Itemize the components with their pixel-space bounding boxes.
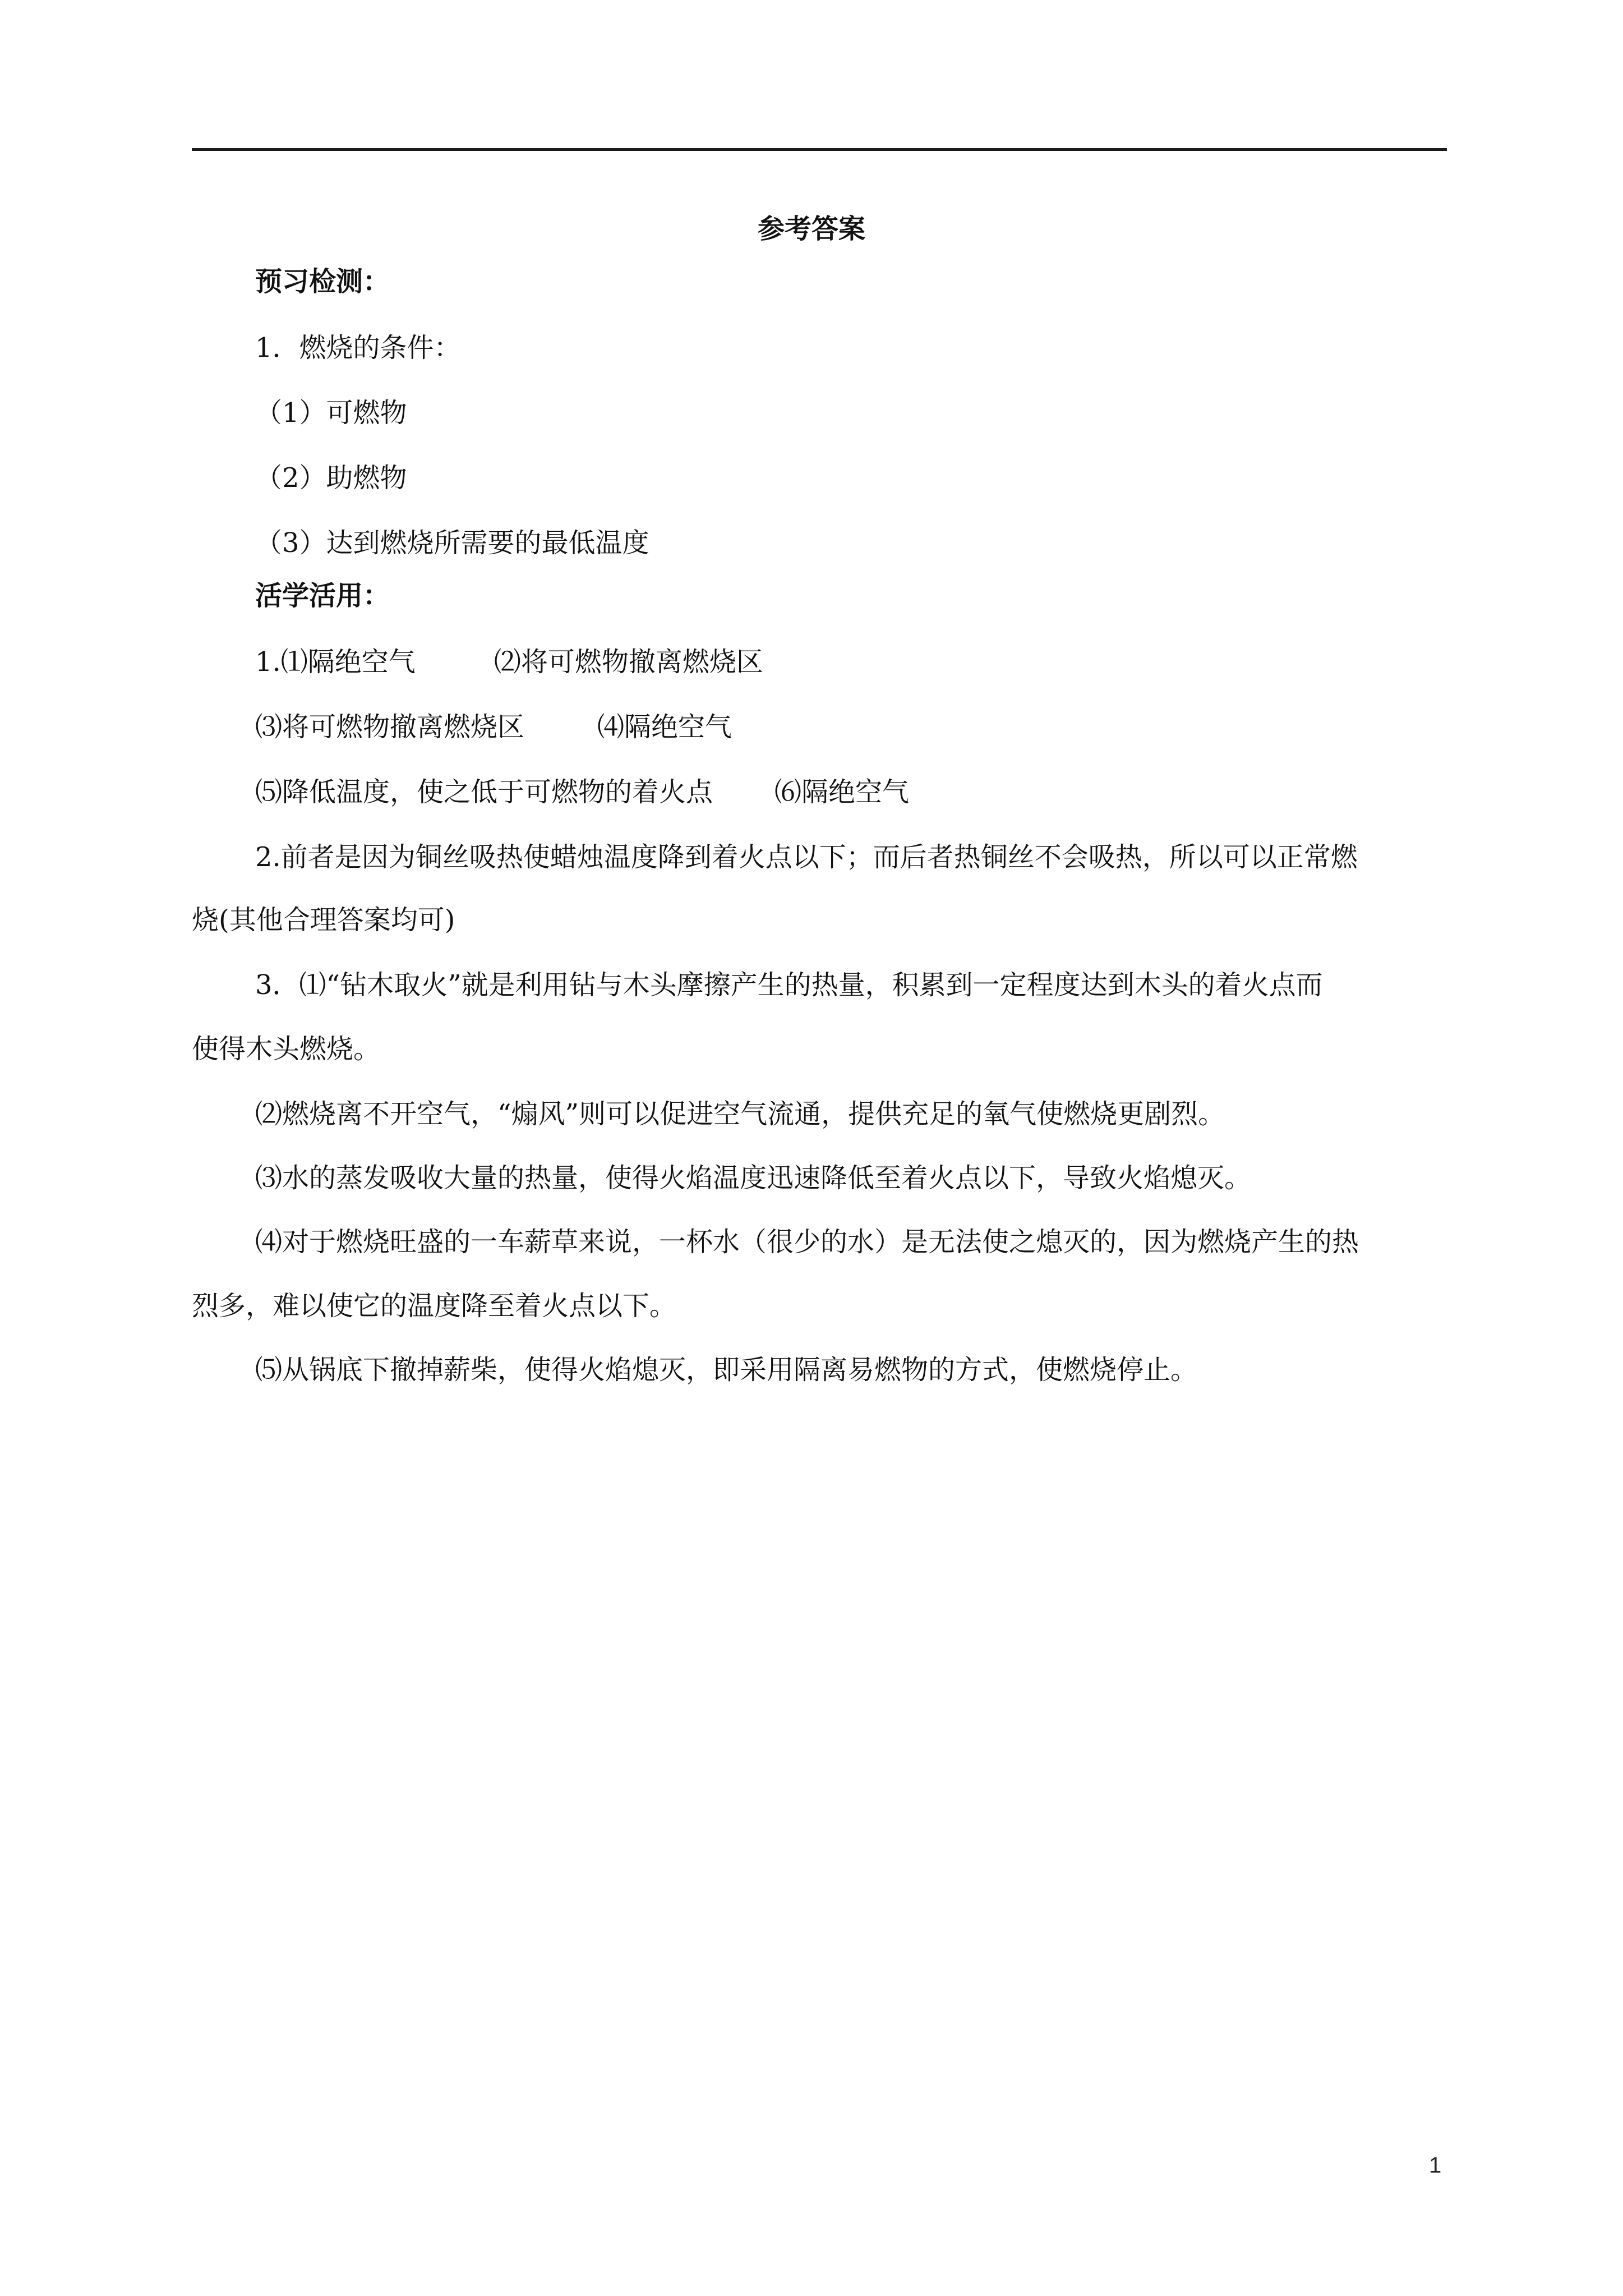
q3-paragraph-1-line-2: 使得木头燃烧。 — [192, 1033, 381, 1065]
header-rule — [192, 148, 1447, 151]
q1-answer-6: ⑹隔绝空气 — [774, 776, 910, 808]
q1-answer-2: ⑵将可燃物撤离燃烧区 — [494, 646, 763, 678]
q1-row-3 — [255, 770, 909, 815]
condition-3: （3）达到燃烧所需要的最低温度 — [255, 527, 649, 559]
q3-paragraph-1-line-1: 3．⑴“钻木取火”就是利用钻与木头摩擦产生的热量，积累到一定程度达到木头的着火点而 — [255, 969, 1323, 1001]
q3-paragraph-3: ⑶水的蒸发吸收大量的热量，使得火焰温度迅速降低至着火点以下，导致火焰熄灭。 — [255, 1162, 1252, 1194]
q1-answer-4: ⑷隔绝空气 — [597, 711, 732, 743]
page-number: 1 — [1429, 2153, 1442, 2178]
q1-answer-1: 1.⑴隔绝空气 — [255, 646, 416, 678]
preview-heading: 预习检测： — [255, 266, 390, 297]
page-title: 参考答案 — [757, 213, 865, 245]
condition-1: （1）可燃物 — [255, 397, 407, 429]
q3-paragraph-4-line-1: ⑷对于燃烧旺盛的一车薪草来说，一杯水（很少的水）是无法使之熄灭的，因为燃烧产生的热 — [255, 1226, 1359, 1258]
practice-heading: 活学活用： — [255, 580, 390, 611]
q1-row-2 — [255, 705, 732, 749]
condition-2: （2）助燃物 — [255, 462, 407, 494]
preview-item-1: 1．燃烧的条件： — [255, 332, 461, 364]
q1-row-1 — [255, 639, 763, 684]
q1-answer-5: ⑸降低温度，使之低于可燃物的着火点 — [255, 776, 713, 808]
q2-line-1: 2.前者是因为铜丝吸热使蜡烛温度降到着火点以下；而后者热铜丝不会吸热，所以可以正常燃 — [255, 841, 1358, 873]
q3-paragraph-2: ⑵燃烧离不开空气，“煽风”则可以促进空气流通，提供充足的氧气使燃烧更剧烈。 — [255, 1098, 1225, 1130]
q3-paragraph-5: ⑸从锅底下撤掉薪柴，使得火焰熄灭，即采用隔离易燃物的方式，使燃烧停止。 — [255, 1354, 1198, 1386]
q3-paragraph-4-line-2: 烈多，难以使它的温度降至着火点以下。 — [192, 1290, 677, 1322]
q1-answer-3: ⑶将可燃物撤离燃烧区 — [255, 711, 525, 743]
q2-line-2: 烧(其他合理答案均可) — [192, 904, 455, 936]
